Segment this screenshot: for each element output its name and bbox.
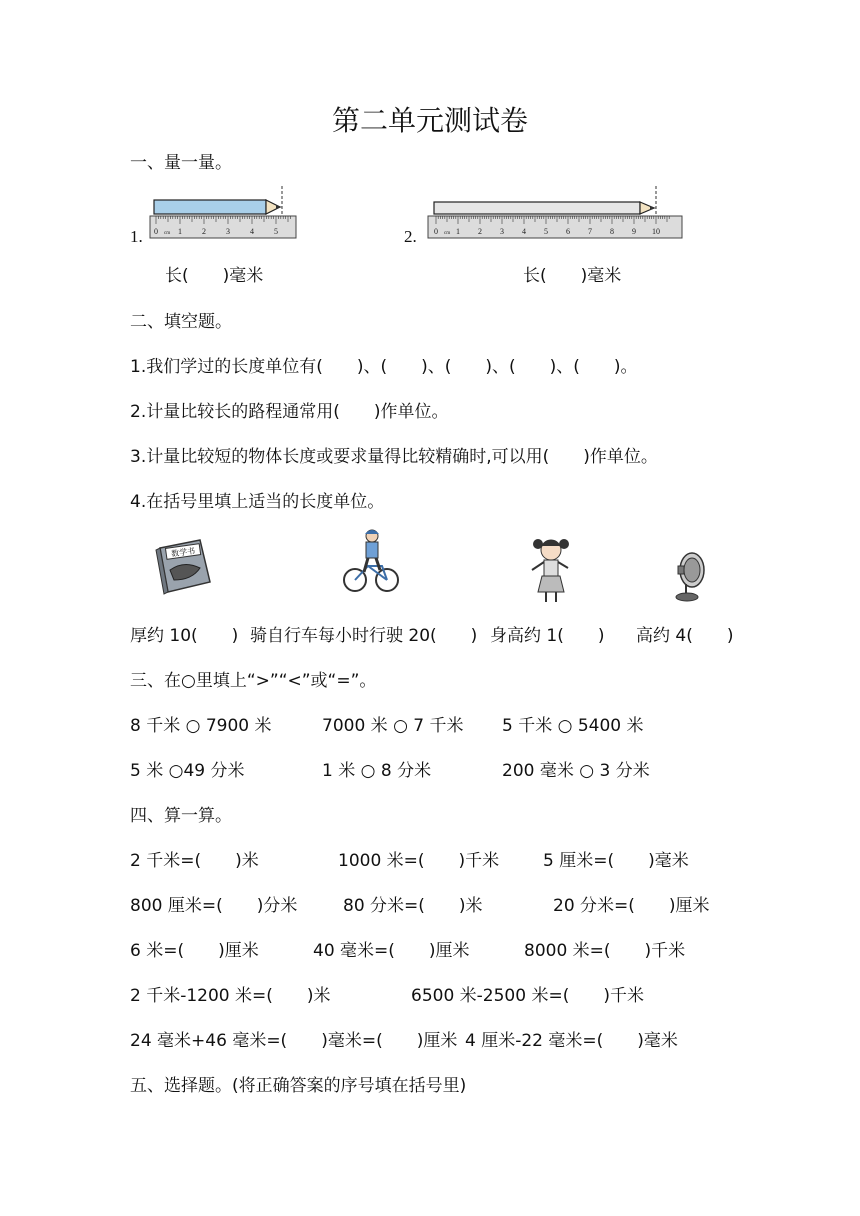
calc-item[interactable]: 1000 米=( )千米 [338,851,500,871]
ruler-tick-label: 0 [434,227,438,236]
electric-fan-icon [672,550,706,602]
ruler-tick-label: 4 [522,227,526,236]
calc-item[interactable]: 2 千米=( )米 [130,851,259,871]
pencil-icon [434,202,656,214]
ruler-tick-label: 8 [610,227,614,236]
calc-item[interactable]: 80 分米=( )米 [343,896,483,916]
ruler-unit-label: cm [444,231,451,236]
measure-answer-2[interactable]: 长( )毫米 [523,266,622,286]
ruler-tick-label: 2 [202,227,206,236]
calc-item[interactable]: 8000 米=( )千米 [524,941,686,961]
section-heading-measure: 一、量一量。 [130,153,232,173]
ruler-tick-label: 2 [478,227,482,236]
compare-item[interactable]: 200 毫米 ○ 3 分米 [502,761,650,781]
measure-item-2-number: 2. [404,227,417,246]
calc-item[interactable]: 6500 米-2500 米=( )千米 [411,986,644,1006]
measure-answer-1[interactable]: 长( )毫米 [165,266,264,286]
caption-book-thickness[interactable]: 厚约 10( ) [130,626,239,646]
caption-bike-speed[interactable]: 骑自行车每小时行驶 20( ) [250,626,478,646]
section-heading-choice: 五、选择题。(将正确答案的序号填在括号里) [130,1076,467,1096]
section-heading-fill: 二、填空题。 [130,312,232,332]
calc-item[interactable]: 2 千米-1200 米=( )米 [130,986,331,1006]
fill-question-1[interactable]: 1.我们学过的长度单位有( )、( )、( )、( )、( )。 [130,357,638,377]
calc-item[interactable]: 20 分米=( )厘米 [553,896,710,916]
compare-item[interactable]: 5 米 ○49 分米 [130,761,245,781]
ruler-tick-label: 3 [500,227,504,236]
compare-item[interactable]: 1 米 ○ 8 分米 [322,761,432,781]
measure-item-1-number: 1. [130,227,143,246]
calc-item[interactable]: 6 米=( )厘米 [130,941,259,961]
calc-item[interactable]: 5 厘米=( )毫米 [543,851,689,871]
calc-item[interactable]: 24 毫米+46 毫米=( )毫米=( )厘米 [130,1031,458,1051]
ruler-tick-label: 4 [250,227,254,236]
caption-fan-height[interactable]: 高约 4( ) [636,626,734,646]
pencil-ruler-figure-2 [424,186,686,244]
caption-height[interactable]: 身高约 1( ) [490,626,605,646]
compare-item[interactable]: 7000 米 ○ 7 千米 [322,716,464,736]
section-heading-calculate: 四、算一算。 [130,806,232,826]
calc-item[interactable]: 4 厘米-22 毫米=( )毫米 [465,1031,678,1051]
ruler-tick-label: 0 [154,227,158,236]
section-heading-compare: 三、在○里填上“>”“<”或“=”。 [130,671,377,691]
ruler-icon [150,216,296,238]
ruler-unit-label: cm [164,231,171,236]
math-book-icon [154,536,214,596]
ruler-tick-label: 10 [652,227,660,236]
pencil-ruler-figure-1 [148,186,300,244]
compare-item[interactable]: 8 千米 ○ 7900 米 [130,716,272,736]
ruler-tick-label: 7 [588,227,592,236]
ruler-tick-label: 3 [226,227,230,236]
fill-question-3[interactable]: 3.计量比较短的物体长度或要求量得比较精确时,可以用( )作单位。 [130,447,658,467]
ruler-tick-label: 1 [456,227,460,236]
book-label: 数学书 [170,546,196,559]
compare-item[interactable]: 5 千米 ○ 5400 米 [502,716,644,736]
ruler-tick-label: 6 [566,227,570,236]
fill-question-4: 4.在括号里填上适当的长度单位。 [130,492,385,512]
calc-item[interactable]: 800 厘米=( )分米 [130,896,298,916]
fill-question-2[interactable]: 2.计量比较长的路程通常用( )作单位。 [130,402,449,422]
ruler-tick-label: 5 [544,227,548,236]
ruler-icon [428,216,682,238]
ruler-tick-label: 5 [274,227,278,236]
ruler-tick-label: 9 [632,227,636,236]
girl-icon [526,534,576,606]
calc-item[interactable]: 40 毫米=( )厘米 [313,941,470,961]
cyclist-icon [342,526,400,596]
ruler-tick-label: 1 [178,227,182,236]
page-title: 第二单元测试卷 [331,104,528,137]
pencil-icon [154,200,282,214]
